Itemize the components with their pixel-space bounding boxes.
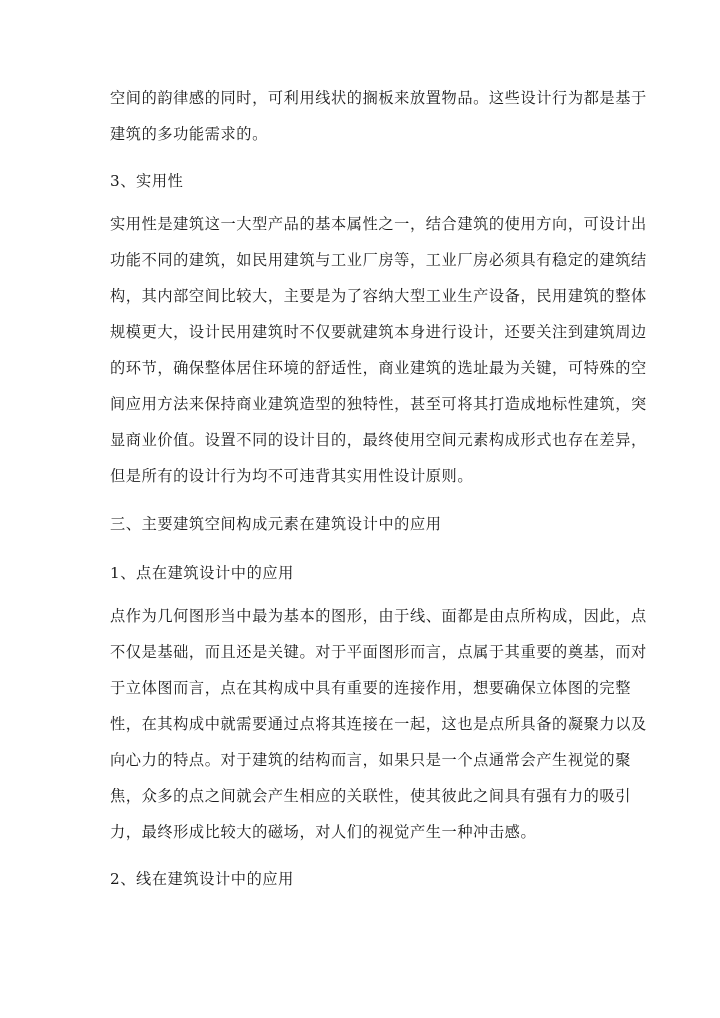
- text-line: 功能不同的建筑，如民用建筑与工业厂房等，工业厂房必须具有稳定的建筑结: [110, 251, 647, 269]
- text-line: 性，在其构成中就需要通过点将其连接在一起，这也是点所具备的凝聚力以及: [110, 715, 647, 733]
- text-line: 实用性是建筑这一大型产品的基本属性之一，结合建筑的使用方向，可设计出: [110, 215, 647, 233]
- text-line: 的环节，确保整体居住环境的舒适性，商业建筑的选址最为关键，可特殊的空: [110, 359, 647, 377]
- section-heading: 2、线在建筑设计中的应用: [110, 870, 294, 888]
- text-line: 焦，众多的点之间就会产生相应的关联性，使其彼此之间具有强有力的吸引: [110, 787, 631, 805]
- text-line: 规模更大，设计民用建筑时不仅要就建筑本身进行设计，还要关注到建筑周边: [110, 323, 647, 341]
- text-line: 空间的韵律感的同时，可利用线状的搁板来放置物品。这些设计行为都是基于: [110, 89, 647, 107]
- chapter-heading: 三、主要建筑空间构成元素在建筑设计中的应用: [110, 515, 442, 533]
- text-line: 构，其内部空间比较大，主要是为了容纳大型工业生产设备，民用建筑的整体: [110, 287, 647, 305]
- text-line: 显商业价值。设置不同的设计目的，最终使用空间元素构成形式也存在差异，: [110, 431, 647, 449]
- section-heading: 3、实用性: [110, 172, 184, 190]
- text-line: 间应用方法来保持商业建筑造型的独特性，甚至可将其打造成地标性建筑，突: [110, 395, 647, 413]
- text-line: 但是所有的设计行为均不可违背其实用性设计原则。: [110, 467, 474, 485]
- text-line: 建筑的多功能需求的。: [110, 125, 268, 143]
- text-line: 向心力的特点。对于建筑的结构而言，如果只是一个点通常会产生视觉的聚: [110, 751, 631, 769]
- section-heading: 1、点在建筑设计中的应用: [110, 564, 294, 582]
- text-line: 于立体图而言，点在其构成中具有重要的连接作用，想要确保立体图的完整: [110, 679, 631, 697]
- text-line: 不仅是基础，而且还是关键。对于平面图形而言，点属于其重要的奠基，而对: [110, 643, 647, 661]
- text-line: 点作为几何图形当中最为基本的图形，由于线、面都是由点所构成，因此，点: [110, 607, 647, 625]
- text-line: 力，最终形成比较大的磁场，对人们的视觉产生一种冲击感。: [110, 823, 537, 841]
